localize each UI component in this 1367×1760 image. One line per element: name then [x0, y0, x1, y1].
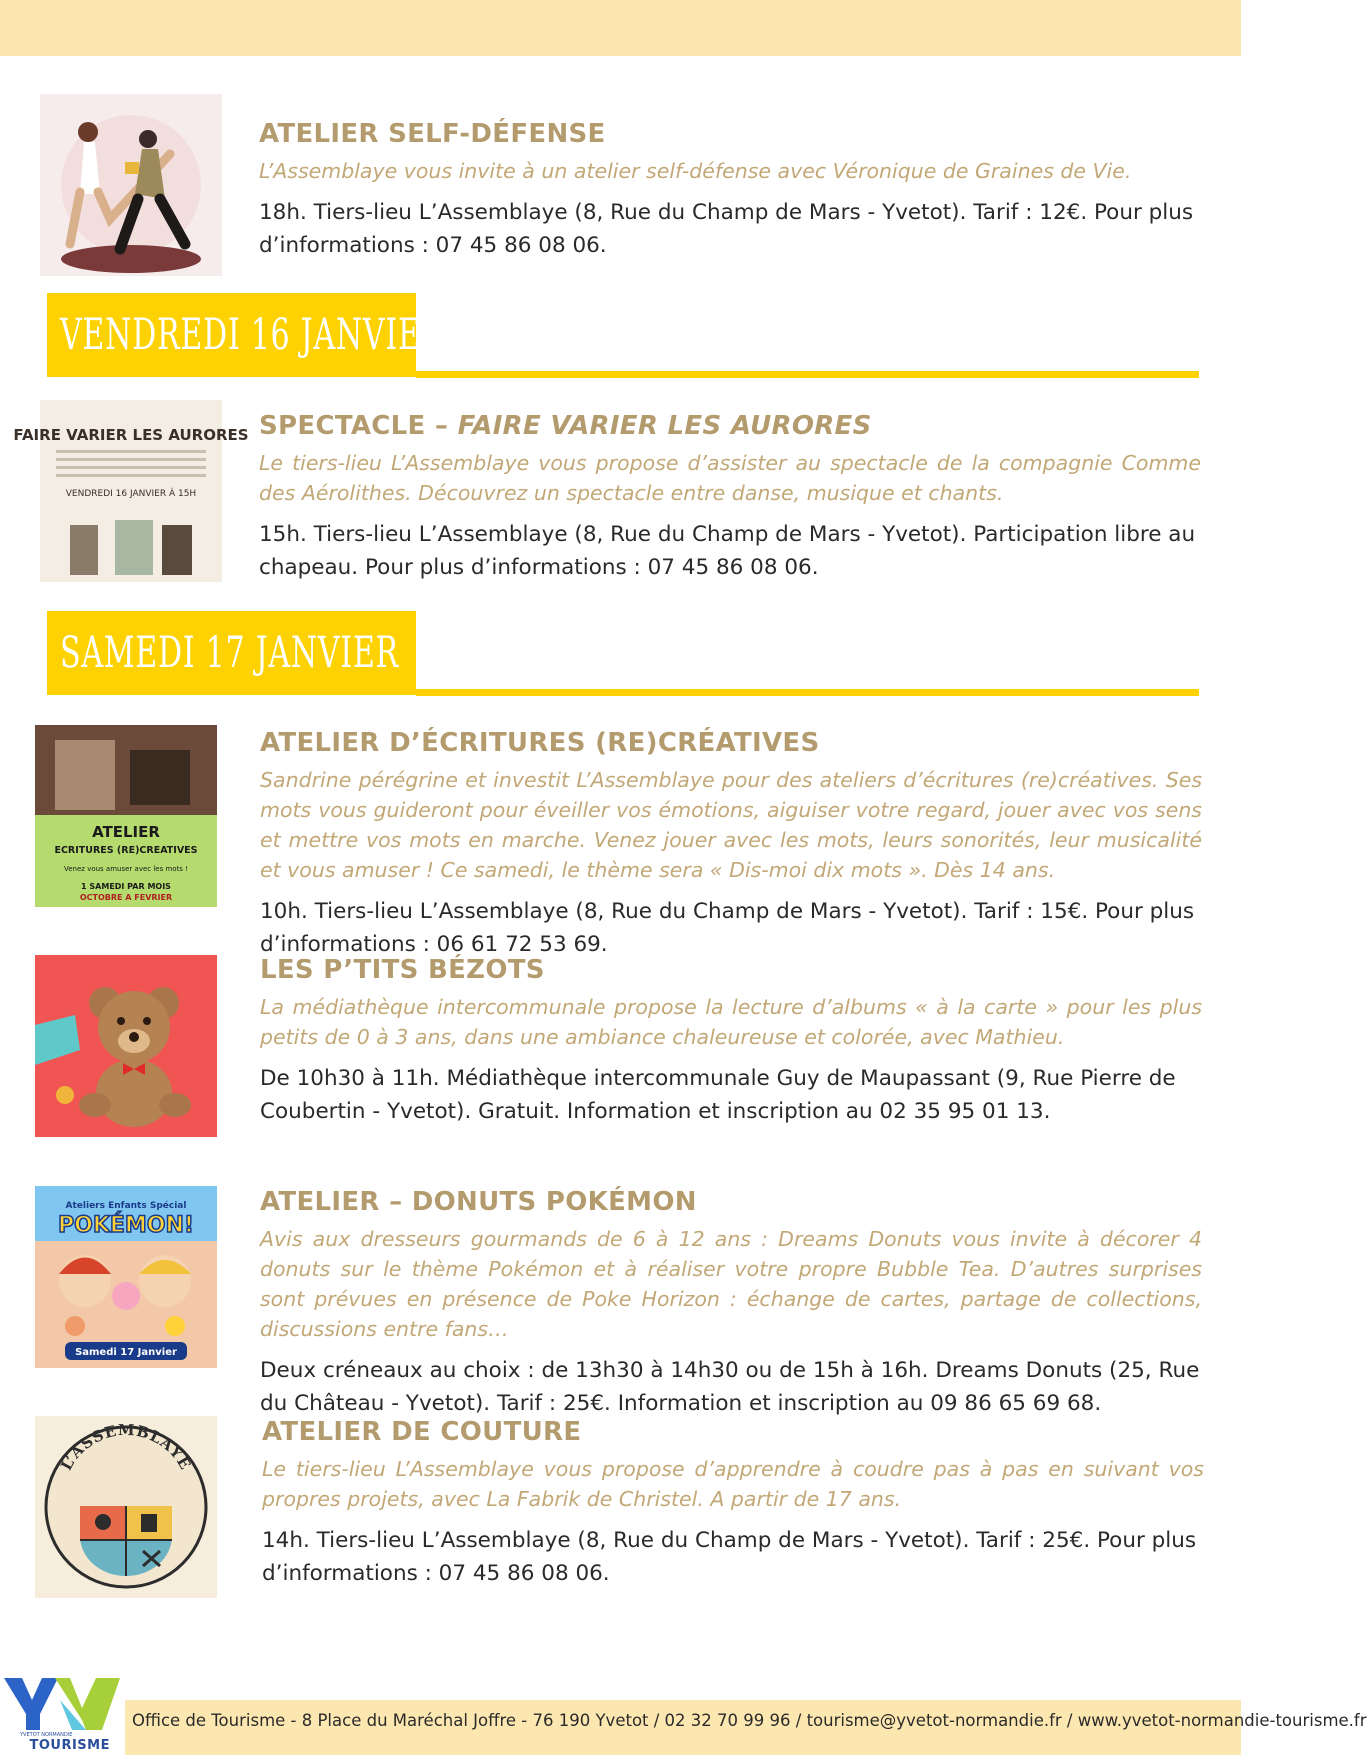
day-label: VENDREDI 16 JANVIER — [60, 310, 444, 360]
event-title: ATELIER – DONUTS POKÉMON — [260, 1187, 697, 1217]
spectacle-poster-title: FAIRE VARIER LES AURORES — [13, 426, 249, 444]
assemblaye-logo-text: L’ASSEMBLAYE — [57, 1421, 195, 1474]
event-info: 18h. Tiers-lieu L’Assemblaye (8, Rue du Champ de Mars - Yvetot). Tarif : 12€. Pour plus d’informations : 07 45 86 08 06. — [259, 200, 1194, 258]
event-title: LES P’TITS BÉZOTS — [260, 955, 545, 985]
self-defense-illustration — [40, 94, 222, 276]
spectacle-poster-date: VENDREDI 16 JANVIER À 15H — [65, 489, 197, 499]
event-title: ATELIER D’ÉCRITURES (RE)CRÉATIVES — [260, 728, 820, 758]
event-description: Avis aux dresseurs gourmands de 6 à 12 ans : Dreams Donuts vous invite à décorer 4 donuts sur le thème Pokémon et à réaliser votre propre Bubble Tea. D’autres surprises sont prévues en présence de Poke Horizon : échange de cartes, partage de collections, discussions entre fans… — [260, 1227, 1202, 1341]
ecritures-poster-line4: 1 SAMEDI PAR MOIS — [81, 882, 171, 891]
pokemon-poster — [35, 1186, 217, 1368]
day-divider — [416, 371, 1199, 378]
day-divider — [416, 689, 1199, 696]
event-description: Le tiers-lieu L’Assemblaye vous propose d’assister au spectacle de la compagnie Comme des Aérolithes. Découvrez un spectacle entre danse, musique et chants. — [259, 451, 1201, 505]
teddy-bear-illustration — [35, 955, 217, 1137]
event-title — [259, 410, 1201, 442]
day-header-saturday — [47, 611, 1199, 701]
event-description: L’Assemblaye vous invite à un atelier self-défense avec Véronique de Graines de Vie. — [259, 159, 1132, 183]
assemblaye-logo — [35, 1416, 217, 1598]
ecritures-poster-line2: ECRITURES (RE)CREATIVES — [54, 845, 198, 856]
day-label: SAMEDI 17 JANVIER — [60, 628, 399, 678]
day-box — [47, 293, 444, 377]
day-box — [47, 611, 416, 695]
spectacle-poster — [13, 400, 249, 582]
ecritures-poster — [35, 725, 217, 907]
event-title-italic: FAIRE VARIER LES AURORES — [457, 411, 872, 441]
brand-text: TOURISME — [29, 1738, 110, 1753]
pokemon-poster-top: Ateliers Enfants Spécial — [65, 1201, 187, 1211]
event-title-prefix: SPECTACLE – — [259, 411, 458, 441]
brand-small-text: YVETOT NORMANDIE — [20, 1732, 73, 1738]
event-info: Deux créneaux au choix : de 13h30 à 14h30 ou de 15h à 16h. Dreams Donuts (25, Rue du Château - Yvetot). Tarif : 25€. Information et inscription au 09 86 65 69 68. — [260, 1358, 1200, 1416]
yvetot-tourisme-logo — [0, 1670, 125, 1755]
ecritures-poster-line5: OCTOBRE A FEVRIER — [79, 893, 173, 902]
footer-contact: Office de Tourisme - 8 Place du Maréchal Joffre - 76 190 Yvetot / 02 32 70 99 96 / tourisme@yvetot-normandie.fr / www.yvetot-normandie-tourisme.fr — [132, 1711, 1367, 1730]
event-info: 14h. Tiers-lieu L’Assemblaye (8, Rue du Champ de Mars - Yvetot). Tarif : 25€. Pour plus d’informations : 07 45 86 08 06. — [262, 1528, 1197, 1586]
event-title: ATELIER DE COUTURE — [262, 1417, 582, 1447]
day-header-friday — [47, 293, 1199, 383]
event-info: 15h. Tiers-lieu L’Assemblaye (8, Rue du Champ de Mars - Yvetot). Participation libre au chapeau. Pour plus d’informations : 07 45 86 08 06. — [259, 522, 1196, 580]
event-info: 10h. Tiers-lieu L’Assemblaye (8, Rue du Champ de Mars - Yvetot). Tarif : 15€. Pour plus d’informations : 06 61 72 53 69. — [260, 899, 1195, 957]
pokemon-poster-brand: POKÉMON! — [58, 1213, 194, 1238]
event-info: De 10h30 à 11h. Médiathèque intercommunale Guy de Maupassant (9, Rue Pierre de Coubertin - Yvetot). Gratuit. Information et inscription au 02 35 95 01 13. — [260, 1066, 1176, 1124]
event-description: Sandrine pérégrine et investit L’Assemblaye pour des ateliers d’écritures (re)créatives. Ses mots vous guideront pour éveiller vos émotions, aiguiser votre regard, jouer avec vos sens et mettre vos mots en marche. Venez jouer avec les mots, leurs sonorités, leur musicalité et vous amuser ! Ce samedi, le thème sera « Dis-moi dix mots ». Dès 14 ans. — [260, 768, 1202, 882]
pokemon-poster-date: Samedi 17 Janvier — [75, 1347, 177, 1358]
event-description: Le tiers-lieu L’Assemblaye vous propose d’apprendre à coudre pas à pas en suivant vos propres projets, avec La Fabrik de Christel. A partir de 17 ans. — [262, 1457, 1204, 1511]
ecritures-poster-line1: ATELIER — [92, 823, 160, 841]
event-description: La médiathèque intercommunale propose la lecture d’albums « à la carte » pour les plus petits de 0 à 3 ans, dans une ambiance chaleureuse et colorée, avec Mathieu. — [260, 995, 1202, 1049]
event-title: ATELIER SELF-DÉFENSE — [259, 119, 606, 149]
ecritures-poster-line3: Venez vous amuser avec les mots ! — [64, 865, 188, 873]
top-band — [0, 0, 1241, 56]
